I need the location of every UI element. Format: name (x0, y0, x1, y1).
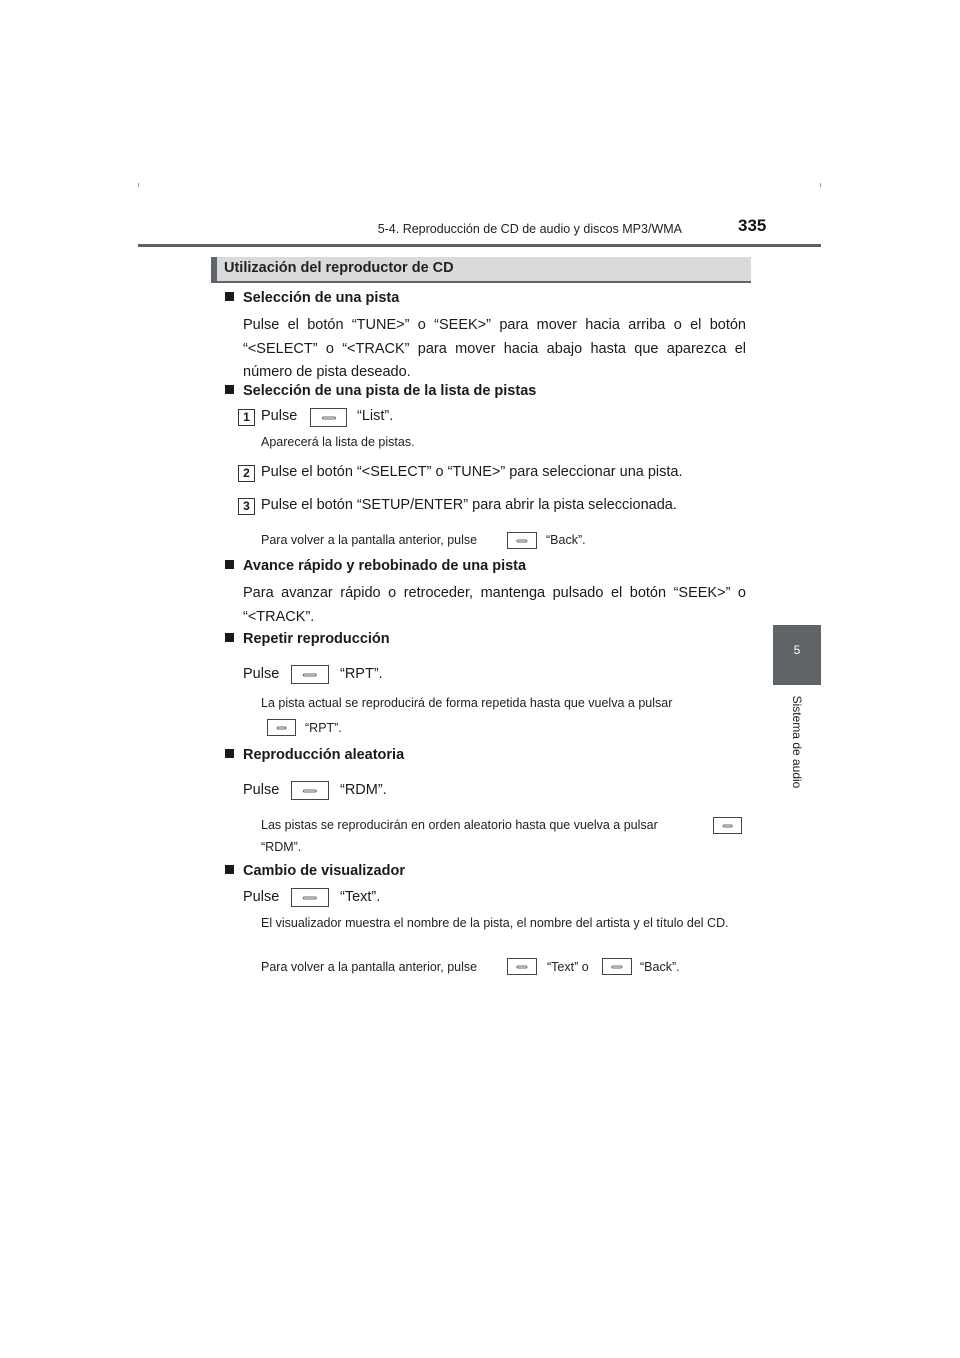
section-header-rule (211, 281, 751, 283)
topic-text-select-track: Pulse el botón “TUNE>” o “SEEK>” para mover hacia arriba o el botón “<SELECT” o “<TRACK” para mover hacia abajo hasta que aparezca el número de pista deseado. (243, 317, 746, 380)
step-1-post: “List”. (357, 408, 394, 424)
header-rule (138, 244, 821, 247)
random-pre: Pulse (243, 782, 280, 798)
chapter-tab-number: 5 (793, 643, 801, 657)
topic-heading-random: Reproducción aleatoria (225, 747, 404, 763)
display-note2-mid: “Text” o (547, 960, 589, 974)
display-post: “Text”. (340, 889, 381, 905)
square-bullet-icon (225, 560, 234, 569)
repeat-note: La pista actual se reproducirá de forma repetida hasta que vuelva a pulsar (261, 696, 673, 710)
rdm-button-icon (291, 781, 329, 800)
text-button-icon (291, 888, 329, 907)
topic-heading-track-list: Selección de una pista de la lista de pistas (225, 383, 536, 399)
repeat-note-end: “RPT”. (305, 721, 342, 735)
step-number-3: 3 (238, 498, 255, 515)
square-bullet-icon (225, 865, 234, 874)
display-note: El visualizador muestra el nombre de la pista, el nombre del artista y el título del CD. (261, 916, 729, 930)
crop-mark-right (820, 183, 821, 187)
rpt-button-icon-small (267, 719, 296, 736)
rdm-button-icon-small (713, 817, 742, 834)
list-button-icon (310, 408, 347, 427)
chapter-tab-label: Sistema de audio (790, 695, 804, 789)
repeat-pre: Pulse (243, 666, 280, 682)
square-bullet-icon (225, 292, 234, 301)
section-title: Utilización del reproductor de CD (224, 260, 454, 276)
random-note: Las pistas se reproducirán en orden aleatorio hasta que vuelva a pulsar (261, 818, 658, 832)
topic-text-fast-forward: Para avanzar rápido o retroceder, mantenga pulsado el botón “SEEK>” o “<TRACK”. (243, 585, 746, 625)
square-bullet-icon (225, 633, 234, 642)
text-button-icon-small (507, 958, 537, 975)
track-list-note-pre: Para volver a la pantalla anterior, pulse (261, 533, 478, 547)
section-header-accent (211, 257, 217, 281)
topic-heading-display: Cambio de visualizador (225, 863, 405, 879)
back-button-icon-small (602, 958, 632, 975)
back-button-icon (507, 532, 537, 549)
square-bullet-icon (225, 749, 234, 758)
step-3-text: Pulse el botón “SETUP/ENTER” para abrir la pista seleccionada. (261, 497, 677, 513)
square-bullet-icon (225, 385, 234, 394)
step-1-pre: Pulse (261, 408, 298, 424)
topic-heading-select-track: Selección de una pista (225, 290, 399, 306)
random-post: “RDM”. (340, 782, 387, 798)
step-number-1: 1 (238, 409, 255, 426)
track-list-note-post: “Back”. (546, 533, 586, 547)
repeat-post: “RPT”. (340, 666, 383, 682)
step-1-note: Aparecerá la lista de pistas. (261, 435, 415, 449)
step-number-2: 2 (238, 465, 255, 482)
page-number: 335 (738, 216, 767, 235)
topic-heading-repeat: Repetir reproducción (225, 631, 390, 647)
step-2-text: Pulse el botón “<SELECT” o “TUNE>” para seleccionar una pista. (261, 464, 683, 480)
display-note2-post: “Back”. (640, 960, 680, 974)
random-note-end: “RDM”. (261, 840, 302, 854)
chapter-tab (773, 625, 821, 685)
display-pre: Pulse (243, 889, 280, 905)
display-note2-pre: Para volver a la pantalla anterior, pulse (261, 960, 478, 974)
topic-heading-fast-forward: Avance rápido y rebobinado de una pista (225, 558, 526, 574)
running-header-section: 5-4. Reproducción de CD de audio y discos MP3/WMA (377, 222, 682, 236)
crop-mark-left (138, 183, 139, 187)
rpt-button-icon (291, 665, 329, 684)
